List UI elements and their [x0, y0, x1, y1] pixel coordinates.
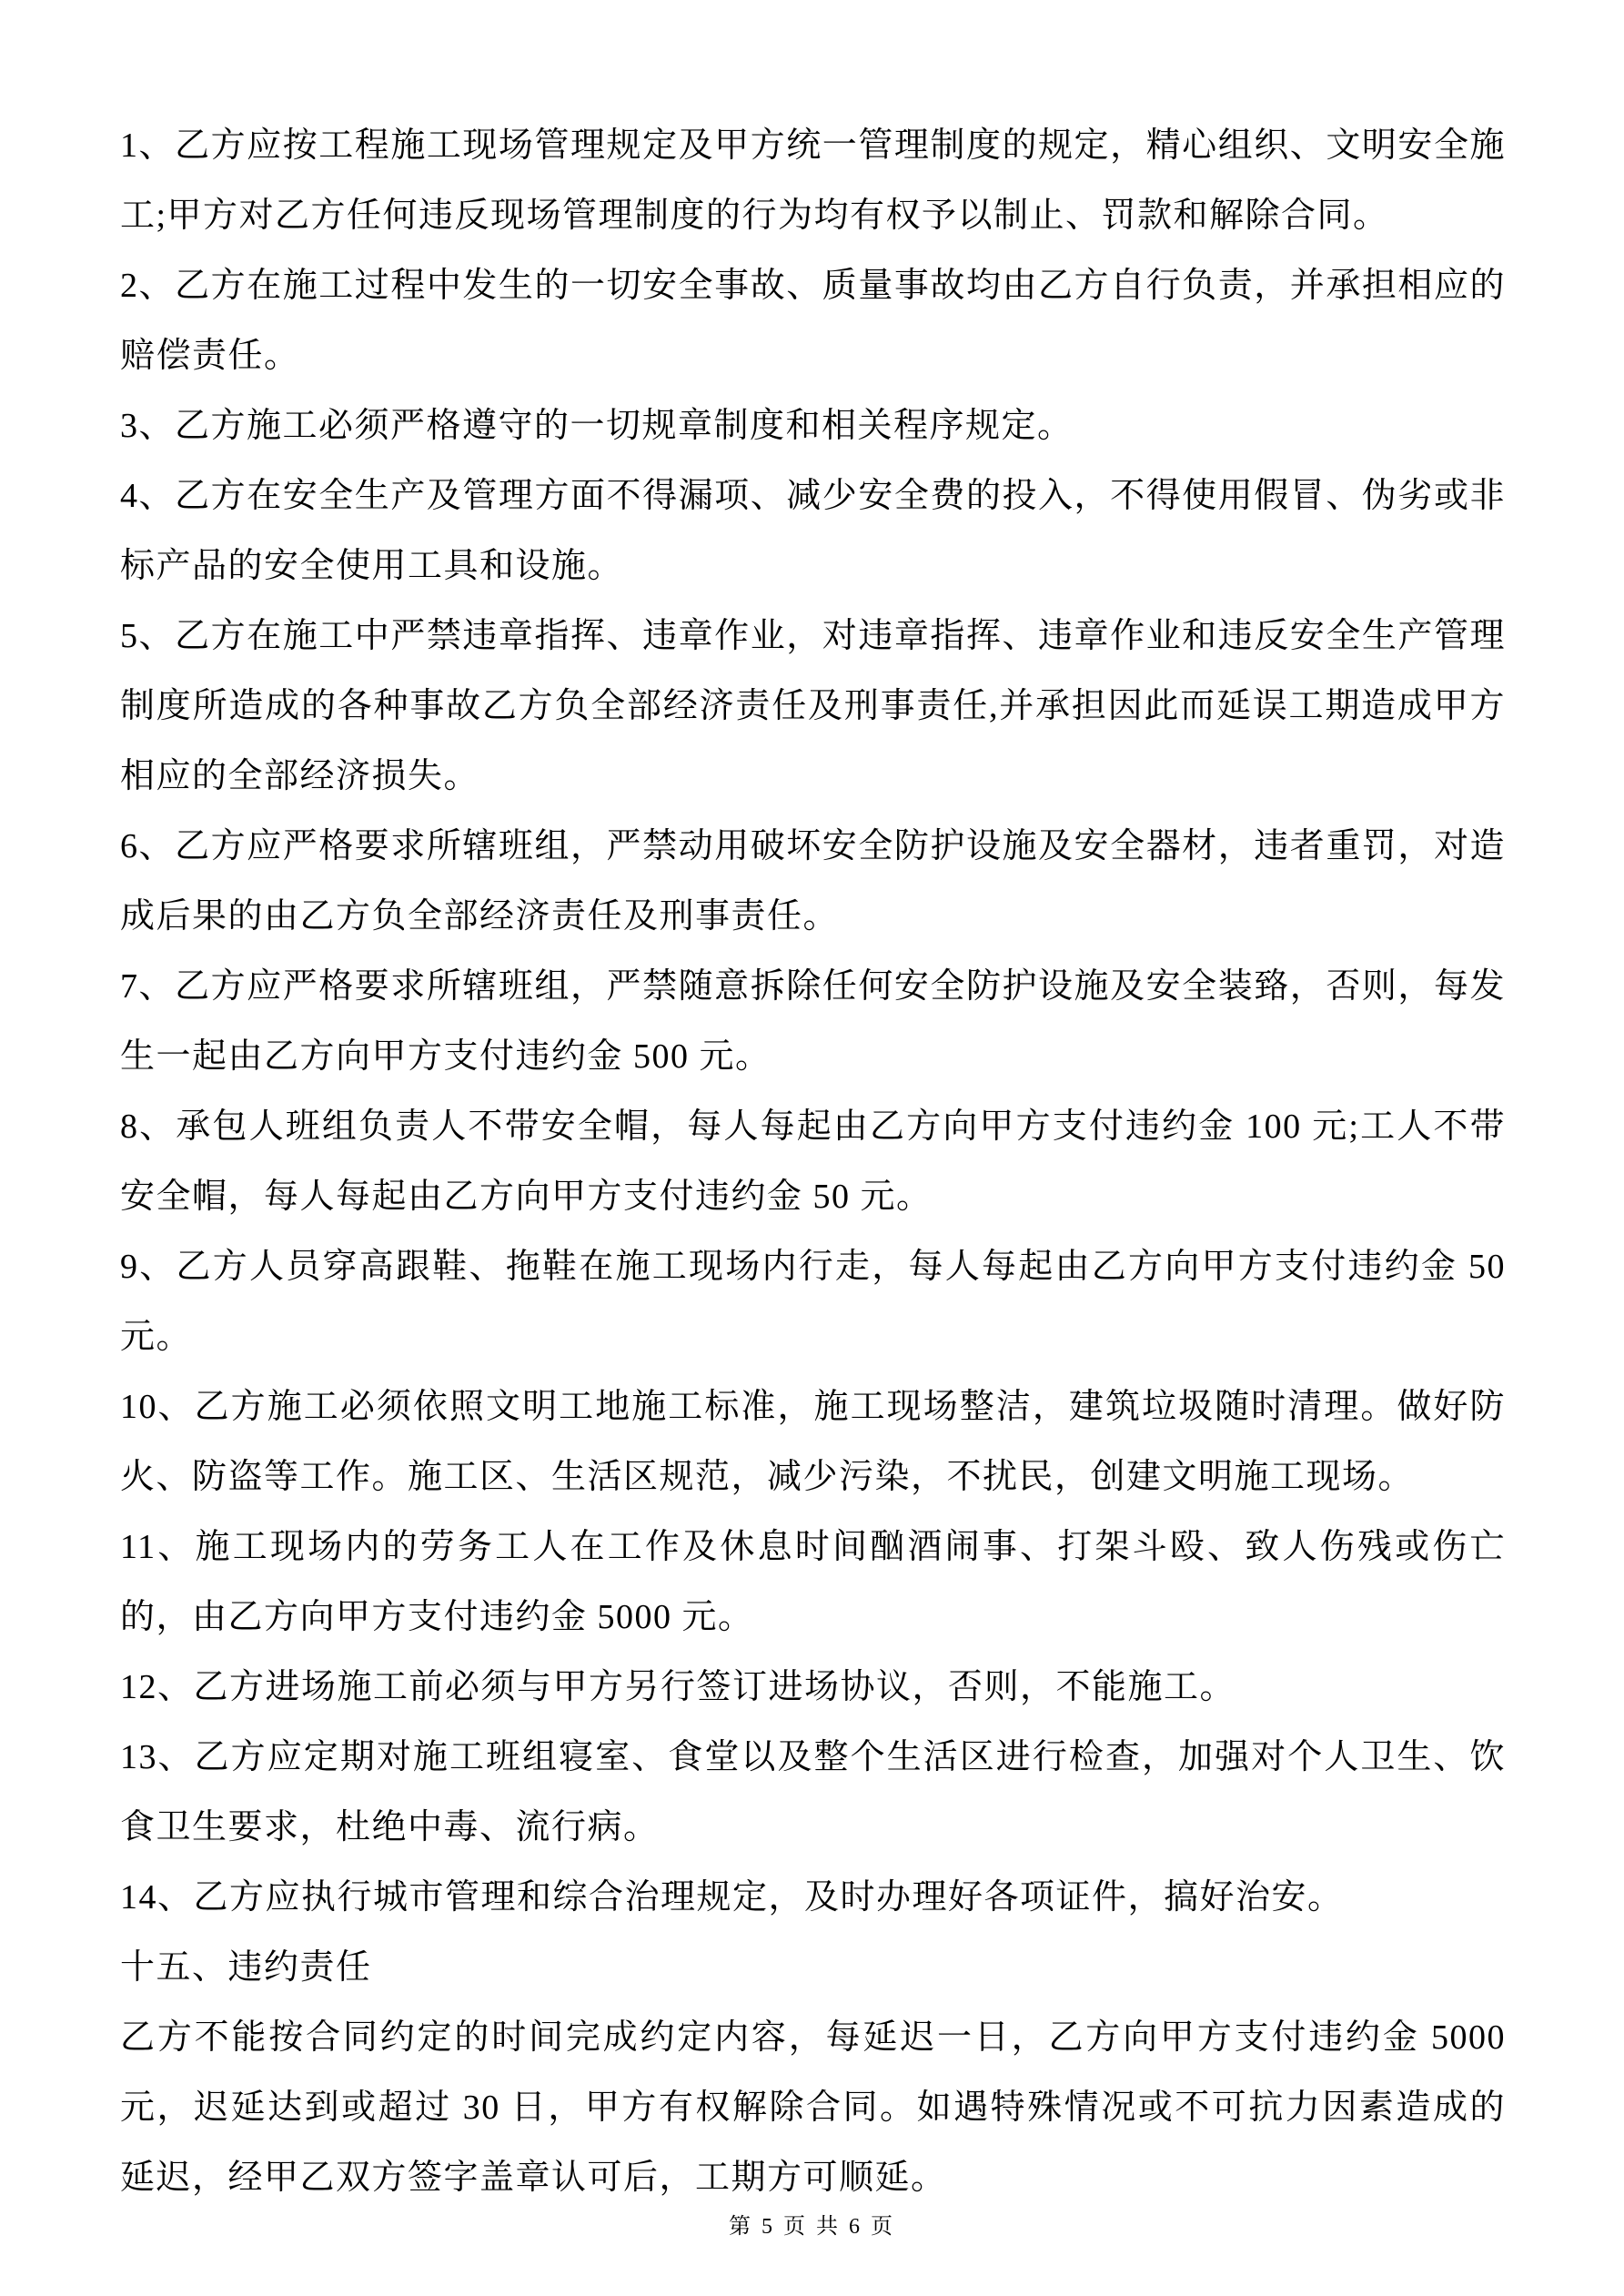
contract-paragraph: 7、乙方应严格要求所辖班组，严禁随意拆除任何安全防护设施及安全装臵，否则，每发生一起由乙方向甲方支付违约金 500 元。 [120, 967, 1506, 1076]
contract-paragraph: 12、乙方进场施工前必须与甲方另行签订进场协议，否则，不能施工。 [120, 1668, 1236, 1706]
contract-paragraph: 9、乙方人员穿高跟鞋、拖鞋在施工现场内行走，每人每起由乙方向甲方支付违约金 50 元。 [120, 1248, 1506, 1356]
contract-paragraph: 乙方不能按合同约定的时间完成约定内容，每延迟一日，乙方向甲方支付违约金 5000 元，迟延达到或超过 30 日，甲方有权解除合同。如遇特殊情况或不可抗力因素造成的延迟，经甲乙双方签字盖章认可后，工期方可顺延。 [120, 2018, 1506, 2197]
contract-paragraph: 13、乙方应定期对施工班组寝室、食堂以及整个生活区进行检查，加强对个人卫生、饮食卫生要求，杜绝中毒、流行病。 [120, 1738, 1506, 1846]
contract-paragraph: 14、乙方应执行城市管理和综合治理规定，及时办理好各项证件，搞好治安。 [120, 1878, 1344, 1917]
contract-paragraph: 1、乙方应按工程施工现场管理规定及甲方统一管理制度的规定，精心组织、文明安全施工;甲方对乙方任何违反现场管理制度的行为均有权予以制止、罚款和解除合同。 [120, 126, 1506, 235]
contract-paragraph: 2、乙方在施工过程中发生的一切安全事故、质量事故均由乙方自行负责，并承担相应的赔偿责任。 [120, 267, 1506, 375]
contract-paragraph: 11、施工现场内的劳务工人在工作及休息时间酗酒闹事、打架斗殴、致人伤残或伤亡的，由乙方向甲方支付违约金 5000 元。 [120, 1528, 1506, 1636]
contract-paragraph: 6、乙方应严格要求所辖班组，严禁动用破坏安全防护设施及安全器材，违者重罚，对造成后果的由乙方负全部经济责任及刑事责任。 [120, 827, 1506, 936]
contract-paragraph: 8、承包人班组负责人不带安全帽，每人每起由乙方向甲方支付违约金 100 元;工人不带安全帽，每人每起由乙方向甲方支付违约金 50 元。 [120, 1108, 1506, 1216]
contract-paragraph: 4、乙方在安全生产及管理方面不得漏项、减少安全费的投入，不得使用假冒、伪劣或非标产品的安全使用工具和设施。 [120, 477, 1506, 585]
contract-paragraph: 5、乙方在施工中严禁违章指挥、违章作业，对违章指挥、违章作业和违反安全生产管理制度所造成的各种事故乙方负全部经济责任及刑事责任,并承担因此而延误工期造成甲方相应的全部经济损失。 [120, 617, 1506, 795]
page-number-footer: 第 5 页 共 6 页 [729, 2215, 895, 2239]
contract-paragraph: 3、乙方施工必须严格遵守的一切规章制度和相关程序规定。 [120, 407, 1074, 445]
contract-body [120, 111, 1506, 2213]
contract-paragraph: 10、乙方施工必须依照文明工地施工标准，施工现场整洁，建筑垃圾随时清理。做好防火、防盗等工作。施工区、生活区规范，减少污染，不扰民，创建文明施工现场。 [120, 1388, 1506, 1496]
contract-paragraph: 十五、违约责任 [120, 1948, 372, 1987]
